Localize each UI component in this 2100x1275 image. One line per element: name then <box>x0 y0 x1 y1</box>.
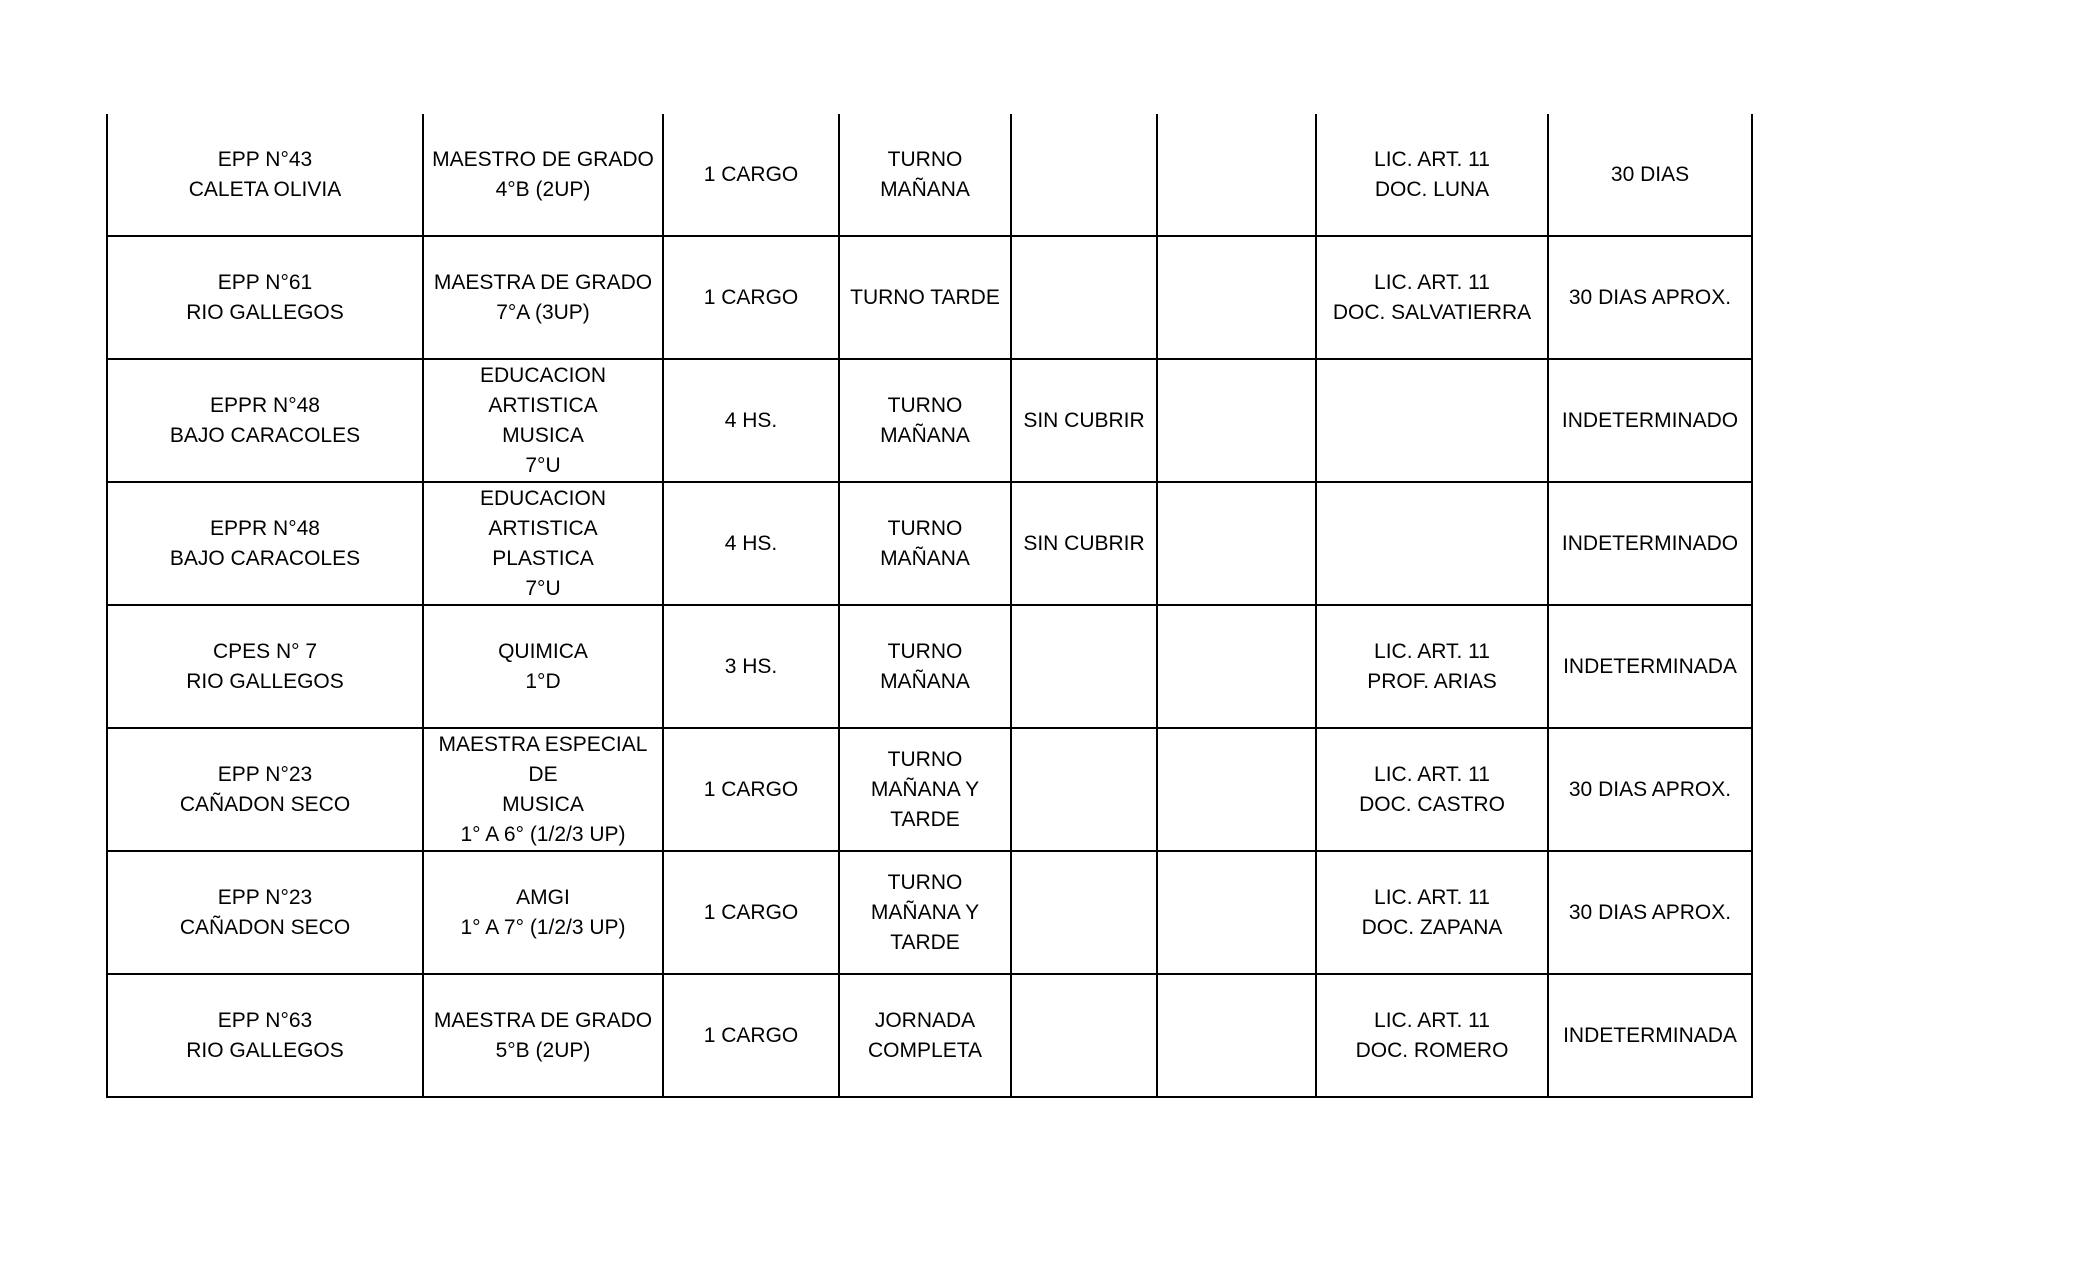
school-cell: EPP N°23 CAÑADON SECO <box>107 728 423 851</box>
hours-cell: 1 CARGO <box>663 236 839 359</box>
table-row <box>107 728 1752 851</box>
duration-cell: 30 DIAS APROX. <box>1548 236 1752 359</box>
position-cell: EDUCACION ARTISTICA MUSICA 7°U <box>423 359 663 482</box>
table-row <box>107 236 1752 359</box>
blank-cell <box>1157 359 1316 482</box>
status-cell: SIN CUBRIR <box>1011 359 1157 482</box>
duration-cell: 30 DIAS APROX. <box>1548 851 1752 974</box>
position-cell: MAESTRA DE GRADO 5°B (2UP) <box>423 974 663 1097</box>
duration-cell: 30 DIAS <box>1548 114 1752 236</box>
duration-cell: INDETERMINADA <box>1548 974 1752 1097</box>
position-cell: EDUCACION ARTISTICA PLASTICA 7°U <box>423 482 663 605</box>
shift-cell: TURNO TARDE <box>839 236 1011 359</box>
hours-cell: 4 HS. <box>663 482 839 605</box>
position-cell: AMGI 1° A 7° (1/2/3 UP) <box>423 851 663 974</box>
vacancy-table <box>106 114 1753 1098</box>
school-cell: EPP N°61 RIO GALLEGOS <box>107 236 423 359</box>
blank-cell <box>1157 482 1316 605</box>
table-row <box>107 114 1752 236</box>
status-cell <box>1011 728 1157 851</box>
school-cell: EPP N°23 CAÑADON SECO <box>107 851 423 974</box>
school-cell: EPPR N°48 BAJO CARACOLES <box>107 482 423 605</box>
blank-cell <box>1157 728 1316 851</box>
reason-cell: LIC. ART. 11 DOC. ZAPANA <box>1316 851 1548 974</box>
duration-cell: INDETERMINADO <box>1548 482 1752 605</box>
shift-cell: TURNO MAÑANA <box>839 482 1011 605</box>
blank-cell <box>1157 114 1316 236</box>
school-cell: EPPR N°48 BAJO CARACOLES <box>107 359 423 482</box>
blank-cell <box>1157 851 1316 974</box>
blank-cell <box>1157 605 1316 728</box>
status-cell <box>1011 114 1157 236</box>
vacancy-table-body <box>107 114 1752 1097</box>
blank-cell <box>1157 236 1316 359</box>
shift-cell: TURNO MAÑANA Y TARDE <box>839 851 1011 974</box>
hours-cell: 4 HS. <box>663 359 839 482</box>
table-row <box>107 605 1752 728</box>
shift-cell: TURNO MAÑANA <box>839 605 1011 728</box>
hours-cell: 3 HS. <box>663 605 839 728</box>
table-row <box>107 851 1752 974</box>
duration-cell: 30 DIAS APROX. <box>1548 728 1752 851</box>
table-row <box>107 359 1752 482</box>
reason-cell: LIC. ART. 11 DOC. LUNA <box>1316 114 1548 236</box>
reason-cell: LIC. ART. 11 DOC. ROMERO <box>1316 974 1548 1097</box>
status-cell: SIN CUBRIR <box>1011 482 1157 605</box>
reason-cell <box>1316 482 1548 605</box>
shift-cell: TURNO MAÑANA <box>839 359 1011 482</box>
table-row <box>107 974 1752 1097</box>
reason-cell: LIC. ART. 11 DOC. CASTRO <box>1316 728 1548 851</box>
status-cell <box>1011 974 1157 1097</box>
school-cell: EPP N°63 RIO GALLEGOS <box>107 974 423 1097</box>
reason-cell: LIC. ART. 11 PROF. ARIAS <box>1316 605 1548 728</box>
duration-cell: INDETERMINADO <box>1548 359 1752 482</box>
status-cell <box>1011 236 1157 359</box>
blank-cell <box>1157 974 1316 1097</box>
status-cell <box>1011 851 1157 974</box>
school-cell: CPES N° 7 RIO GALLEGOS <box>107 605 423 728</box>
hours-cell: 1 CARGO <box>663 974 839 1097</box>
position-cell: QUIMICA 1°D <box>423 605 663 728</box>
status-cell <box>1011 605 1157 728</box>
shift-cell: TURNO MAÑANA <box>839 114 1011 236</box>
reason-cell: LIC. ART. 11 DOC. SALVATIERRA <box>1316 236 1548 359</box>
school-cell: EPP N°43 CALETA OLIVIA <box>107 114 423 236</box>
position-cell: MAESTRA DE GRADO 7°A (3UP) <box>423 236 663 359</box>
shift-cell: JORNADA COMPLETA <box>839 974 1011 1097</box>
duration-cell: INDETERMINADA <box>1548 605 1752 728</box>
shift-cell: TURNO MAÑANA Y TARDE <box>839 728 1011 851</box>
hours-cell: 1 CARGO <box>663 728 839 851</box>
hours-cell: 1 CARGO <box>663 851 839 974</box>
position-cell: MAESTRA ESPECIAL DE MUSICA 1° A 6° (1/2/3 UP) <box>423 728 663 851</box>
table-row <box>107 482 1752 605</box>
hours-cell: 1 CARGO <box>663 114 839 236</box>
reason-cell <box>1316 359 1548 482</box>
position-cell: MAESTRO DE GRADO 4°B (2UP) <box>423 114 663 236</box>
